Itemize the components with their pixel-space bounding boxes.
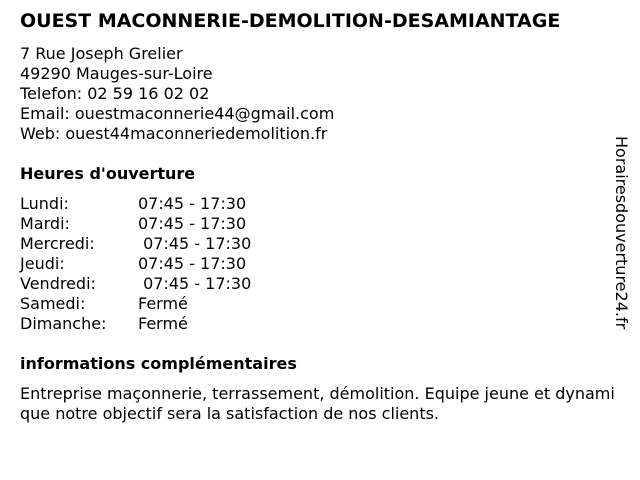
day-hours: 07:45 - 17:30	[138, 214, 247, 233]
hours-table	[20, 194, 251, 334]
day-hours: 07:45 - 17:30	[138, 254, 247, 273]
contact-block	[20, 44, 334, 144]
hours-row-monday	[20, 194, 251, 214]
email-address: Email: ouestmaconnerie44@gmail.com	[20, 104, 335, 123]
hours-heading: Heures d'ouverture	[20, 164, 196, 183]
day-label: Dimanche:	[20, 314, 107, 333]
hours-row-sunday	[20, 314, 251, 334]
day-label: Vendredi:	[20, 274, 96, 293]
day-label: Samedi:	[20, 294, 86, 313]
hours-row-friday	[20, 274, 251, 294]
phone-number: Telefon: 02 59 16 02 02	[20, 84, 210, 103]
hours-row-saturday	[20, 294, 251, 314]
day-hours: Fermé	[138, 314, 188, 333]
day-hours: 07:45 - 17:30	[138, 274, 252, 293]
day-label: Lundi:	[20, 194, 69, 213]
hours-row-tuesday	[20, 214, 251, 234]
day-label: Mardi:	[20, 214, 70, 233]
hours-row-wednesday	[20, 234, 251, 254]
day-hours: 07:45 - 17:30	[138, 194, 247, 213]
info-description: Entreprise maçonnerie, terrassement, démolition. Equipe jeune et dynamique notre objectif sera la satisfaction de nos clients.	[20, 384, 615, 423]
hours-row-thursday	[20, 254, 251, 274]
info-heading: informations complémentaires	[20, 354, 297, 373]
website-address: Web: ouest44maconneriedemolition.fr	[20, 124, 328, 143]
street-address: 7 Rue Joseph Grelier	[20, 44, 183, 63]
business-name: OUEST MACONNERIE-DEMOLITION-DESAMIANTAGE	[20, 10, 561, 32]
day-label: Jeudi:	[20, 254, 65, 273]
site-watermark: Horairesdouverture24.fr	[612, 136, 631, 330]
city-address: 49290 Mauges-sur-Loire	[20, 64, 213, 83]
day-hours: 07:45 - 17:30	[138, 234, 252, 253]
day-label: Mercredi:	[20, 234, 95, 253]
day-hours: Fermé	[138, 294, 188, 313]
